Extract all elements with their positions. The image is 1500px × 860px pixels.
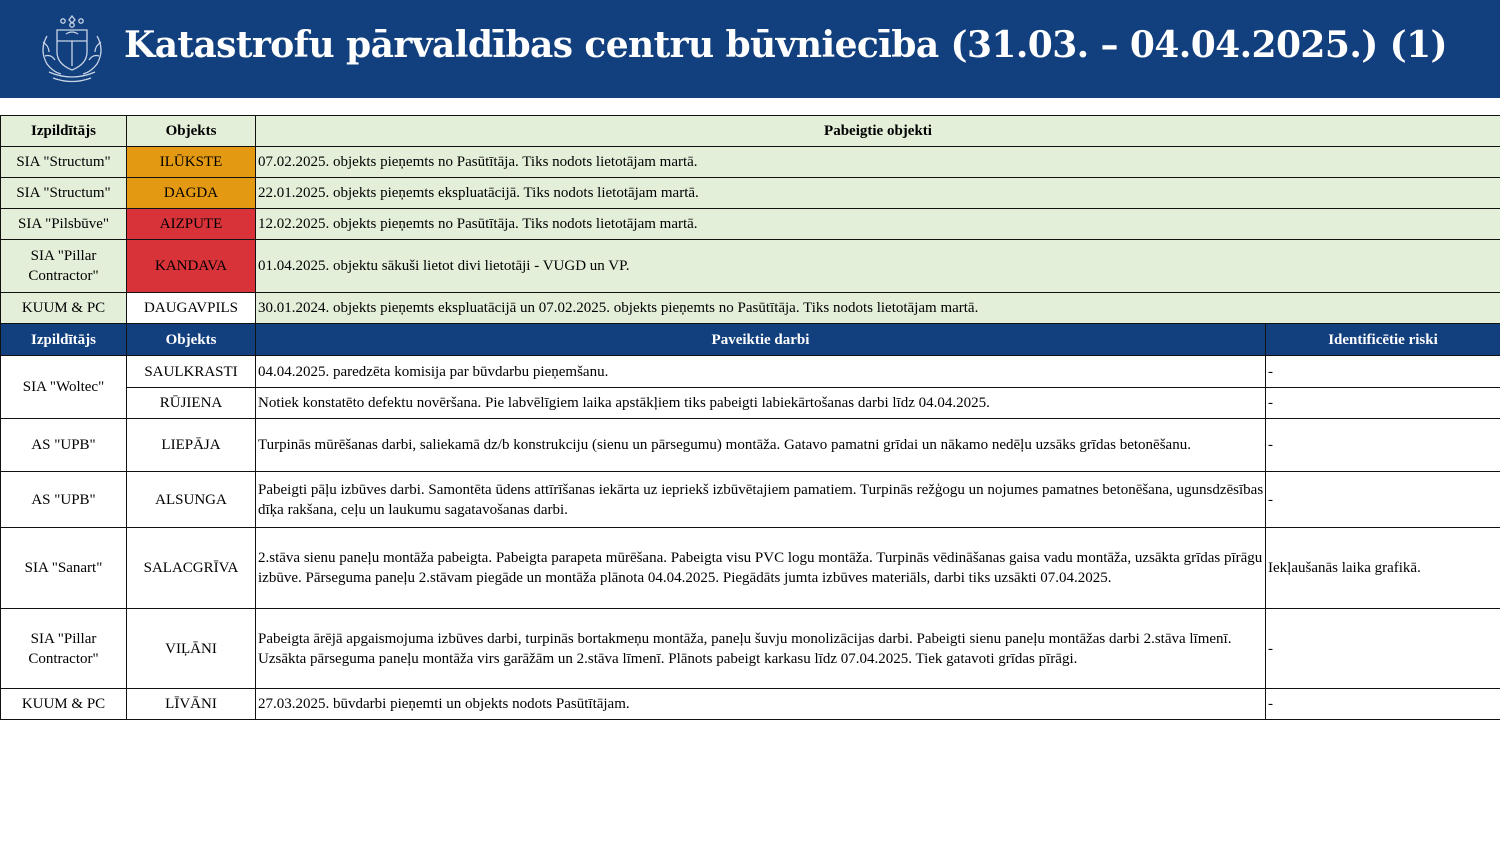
risk-cell: Iekļaušanās laika grafikā.: [1266, 528, 1500, 609]
object-cell: ALSUNGA: [127, 472, 256, 528]
column-header-risks: Identificētie riski: [1266, 324, 1500, 356]
executor-cell: AS "UPB": [1, 419, 127, 472]
status-cell: 12.02.2025. objekts pieņemts no Pasūtītāja. Tiks nodots lietotājam martā.: [256, 209, 1500, 240]
executor-cell: SIA "Pillar Contractor": [1, 240, 127, 293]
table-row: [1, 293, 1500, 324]
object-cell: SALACGRĪVA: [127, 528, 256, 609]
object-cell: RŪJIENA: [127, 388, 256, 419]
object-cell: LIEPĀJA: [127, 419, 256, 472]
executor-cell: SIA "Pilsbūve": [1, 209, 127, 240]
object-cell: ILŪKSTE: [127, 147, 256, 178]
risk-cell: -: [1266, 356, 1500, 388]
table-row: [1, 609, 1500, 689]
table-row: [1, 689, 1500, 720]
page-header: [0, 0, 1500, 98]
status-cell: 22.01.2025. objekts pieņemts ekspluatācijā. Tiks nodots lietotājam martā.: [256, 178, 1500, 209]
table-row: [1, 356, 1500, 388]
risk-cell: -: [1266, 689, 1500, 720]
table-row: [1, 388, 1500, 419]
executor-cell: KUUM & PC: [1, 293, 127, 324]
column-header-executor: Izpildītājs: [1, 116, 127, 147]
column-header-work: Paveiktie darbi: [256, 324, 1266, 356]
table-row: [1, 209, 1500, 240]
risk-cell: -: [1266, 419, 1500, 472]
page-title: Katastrofu pārvaldības centru būvniecība (31.03. – 04.04.2025.) (1): [124, 24, 1447, 66]
column-header-object: Objekts: [127, 116, 256, 147]
risk-cell: -: [1266, 388, 1500, 419]
completed-objects-table: [0, 115, 1500, 324]
table-header-row: [1, 116, 1500, 147]
executor-cell: SIA "Pillar Contractor": [1, 609, 127, 689]
object-cell: SAULKRASTI: [127, 356, 256, 388]
executor-cell: SIA "Sanart": [1, 528, 127, 609]
coat-of-arms-icon: [33, 12, 111, 88]
executor-cell: AS "UPB": [1, 472, 127, 528]
table-header-row: [1, 324, 1500, 356]
column-header-object: Objekts: [127, 324, 256, 356]
table-row: [1, 528, 1500, 609]
table-row: [1, 472, 1500, 528]
table-row: [1, 419, 1500, 472]
executor-cell: KUUM & PC: [1, 689, 127, 720]
object-cell: LĪVĀNI: [127, 689, 256, 720]
executor-cell: SIA "Structum": [1, 178, 127, 209]
object-cell: VIĻĀNI: [127, 609, 256, 689]
object-cell: KANDAVA: [127, 240, 256, 293]
table-row: [1, 178, 1500, 209]
work-cell: 04.04.2025. paredzēta komisija par būvdarbu pieņemšanu.: [256, 356, 1266, 388]
object-cell: DAUGAVPILS: [127, 293, 256, 324]
work-cell: Pabeigta ārējā apgaismojuma izbūves darbi, turpinās bortakmeņu montāža, paneļu šuvju monolizācijas darbi. Pabeigti sienu paneļu montāžas darbi 2.stāva līmenī. Uzsākta pārseguma paneļu montāža virs garāžām un 2.stāva līmenī. Plānots pabeigt karkasu līdz 07.04.2025. Tiek gatavoti grīdas pīrāgi.: [256, 609, 1266, 689]
work-cell: Turpinās mūrēšanas darbi, saliekamā dz/b konstrukciju (sienu un pārsegumu) montāža. Gatavo pamatni grīdai un nākamo nedēļu uzsāks grīdas betonēšanu.: [256, 419, 1266, 472]
column-header-executor: Izpildītājs: [1, 324, 127, 356]
work-cell: 2.stāva sienu paneļu montāža pabeigta. Pabeigta parapeta mūrēšana. Pabeigta visu PVC logu montāža. Turpinās vēdināšanas gaisa vadu montāža, uzsākta grīdas pīrāgu izbūve. Pārseguma paneļu 2.stāvam piegāde un montāža plānota 04.04.2025. Piegādāts jumta izbūves materiāls, darbi tiks uzsākti 07.04.2025.: [256, 528, 1266, 609]
risk-cell: -: [1266, 472, 1500, 528]
work-progress-table: [0, 323, 1500, 720]
work-cell: Notiek konstatēto defektu novēršana. Pie labvēlīgiem laika apstākļiem tiks pabeigti labiekārtošanas darbi līdz 04.04.2025.: [256, 388, 1266, 419]
risk-cell: -: [1266, 609, 1500, 689]
object-cell: DAGDA: [127, 178, 256, 209]
object-cell: AIZPUTE: [127, 209, 256, 240]
column-header-completed: Pabeigtie objekti: [256, 116, 1500, 147]
status-cell: 07.02.2025. objekts pieņemts no Pasūtītāja. Tiks nodots lietotājam martā.: [256, 147, 1500, 178]
executor-cell: SIA "Structum": [1, 147, 127, 178]
executor-cell: SIA "Woltec": [1, 356, 127, 419]
status-cell: 01.04.2025. objektu sākuši lietot divi lietotāji - VUGD un VP.: [256, 240, 1500, 293]
work-cell: 27.03.2025. būvdarbi pieņemti un objekts nodots Pasūtītājam.: [256, 689, 1266, 720]
status-cell: 30.01.2024. objekts pieņemts ekspluatācijā un 07.02.2025. objekts pieņemts no Pasūtītāja. Tiks nodots lietotājam martā.: [256, 293, 1500, 324]
table-row: [1, 240, 1500, 293]
work-cell: Pabeigti pāļu izbūves darbi. Samontēta ūdens attīrīšanas iekārta uz iepriekš izbūvētajiem pamatiem. Turpinās režģogu un nojumes pamatnes betonēšana, ugunsdzēsības dīķa rakšana, ceļu un laukumu sagatavošanas darbi.: [256, 472, 1266, 528]
table-row: [1, 147, 1500, 178]
